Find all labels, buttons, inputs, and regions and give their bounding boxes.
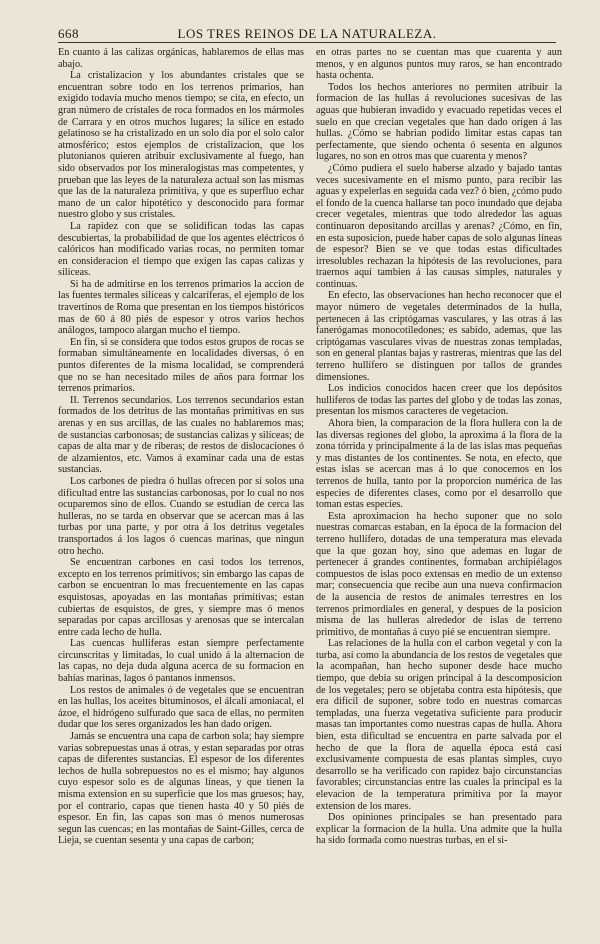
paragraph: Si ha de admitirse en los terrenos primarios la accion de las fuentes termales silíceas y calcaríferas, el ejemplo de los travertinos de Roma que presentan en los tiempos históricos mas de 60 á 80 piés de espesor y otros varios hechos análogos, tampoco alargan mucho el tiempo. [58, 278, 304, 337]
left-column [58, 47, 304, 886]
paragraph: En cuanto á las calizas orgánicas, hablaremos de ellas mas abajo. [58, 47, 304, 70]
text-columns [58, 47, 562, 886]
running-title: LOS TRES REINOS DE LA NATURALEZA. [177, 26, 437, 41]
page-header [58, 26, 556, 43]
paragraph: Esta aproximacion ha hecho suponer que no solo nuestras comarcas estaban, en la época de la formacion del terreno hullífero, dotadas de una temperatura mas elevada que la que gozan hoy, sino que ademas en lugar de pertenecer á grandes continentes, formaban archipiélagos compuestos de islas poco extensas en medio de un extenso mar; consecuencia que recibe aun una nueva confirmacion de la ausencia de restos de animales terrestres en los terrenos primordiales en general, y despues de la posicion misma de las hulleras alrededor de islas de terreno primitivo, de montañas á cuyo pié se encuentran siempre. [316, 510, 562, 638]
paragraph: Los carbones de piedra ó hullas ofrecen por sí solos una dificultad entre las sustancias carbonosas, por lo cual no nos ocuparemos sino de ellos. Cuando se estudian de cerca las hulleras, no se tarda en observar que se acercan mas á las turbas por una parte, y por otra á los detritus vegetales transportados á los lagos ó cuencas marinas, que ningun otro hecho. [58, 475, 304, 557]
paragraph: Jamás se encuentra una capa de carbon sola; hay siempre varias sobrepuestas unas á otras, y estan separadas por otras capas de diferentes sustancias. El espesor de los diferentes lechos de hulla sobrepuestos no es el mismo; hay algunos cuyo espesor solo es de algunas líneas, y que tienen la misma extension en su superficie que los mas gruesos; hay, por el contrario, capas que tienen hasta 40 y 50 piés de espesor. En fin, las capas son mas ó menos numerosas segun las cuencas; en las montañas de Saint-Gilles, cerca de Lieja, se cuentan sesenta y una capas de carbon; [58, 731, 304, 847]
paragraph: Los restos de animales ó de vegetales que se encuentran en las hullas, los aceites bituminosos, el álcali amoniacal, el ázoe, el hidrógeno sulfurado que saca de ellas, no permiten dudar que los seres organizados les han dado origen. [58, 684, 304, 731]
right-column [316, 47, 562, 886]
paragraph: Todos los hechos anteriores no permiten atribuir la formacion de las hullas á revoluciones sucesivas de las aguas que hubieran invadido y evacuado repetidas veces el suelo en que crecian vegetales que han dado orígen á las hullas. ¿Cómo se habrian podido limitar estas capas tan perfectamente, que siendo ochenta ó sesenta en algunos lugares, no son en otros mas que cuarenta y menos? [316, 81, 562, 163]
paragraph: ¿Cómo pudiera el suelo haberse alzado y bajado tantas veces sucesivamente en el mismo punto, para recibir las aguas y expelerlas en seguida cada vez? ó bien, ¿cómo pudo el fondo de la cuenca hallarse tan poco inundado que dejaba crecer vegetales, mientras que todo alrededor las aguas continuaron depositando arcillas y arenas? ¿Cómo, en fin, en esta suposicion, puede haber capas de solo algunas líneas de espesor? Bien se ve que todas estas dificultades irresolubles rechazan la hipótesis de las revoluciones, para traernos aquí tambien á las causas simples, naturales y continuas. [316, 162, 562, 290]
paragraph: La cristalizacion y los abundantes cristales que se encuentran sobre todo en los terrenos primarios, han exigido todavía mucho menos tiempo; se cita, en efecto, un gran número de cristales de roca formados en los mármoles de Carrara y en otros muchos lugares; la sílice en estado gelatinoso se ha cristalizado en un solo dia por el solo calor atmosférico; estos ejemplos de cristalizacion, que los plutonianos quieren atribuir exclusivamente al fuego, han sido observados por los mineralogistas mas competentes, y prueban que las leyes de la naturaleza actual son las mismas que las de la naturaleza primitiva, y que es superfluo echar mano de un calor hipotético y desconocido para formar nuestro globo y sus cristales. [58, 70, 304, 221]
paragraph: en otras partes no se cuentan mas que cuarenta y aun menos, y en algunos puntos muy raros, se han encontrado hasta ochenta. [316, 47, 562, 82]
paragraph: En fin, si se considera que todos estos grupos de rocas se formaban simultáneamente en localidades diversas, ó en puntos diferentes de la misma localidad, se comprenderá que no se han necesitado miles de años para formar los terrenos primarios. [58, 336, 304, 395]
paragraph: Las relaciones de la hulla con el carbon vegetal y con la turba, así como la abundancia de los restos de vegetales que la acompañan, han hecho suponer desde hace mucho tiempo, que debia su orígen principal á la descomposicion de los vegetales; pero se objetaba contra esta hipótesis, que era difícil de suponer, sobre todo en nuestras comarcas templadas, una fuerza vegetativa suficiente para producir masas tan importantes como nuestras capas de hulla. Ahora bien, esta dificultad se encuentra en parte salvada por el hecho de que la flora de aquella época está casi exclusivamente compuesta de esas plantas simples, cuyo desarrollo se ha verificado con rapidez bajo circunstancias favorables; circunstancias entre las cuales la principal es la elevacion de la temperatura primitiva por la mayor extension de los mares. [316, 638, 562, 812]
paragraph: Dos opiniones principales se han presentado para explicar la formacion de la hulla. Una admite que la hulla ha sido formada como nuestras turbas, en el si- [316, 812, 562, 847]
paragraph: En efecto, las observaciones han hecho reconocer que el mayor número de vegetales determinados de la hulla, pertenecen á las criptógamas vasculares, y las otras á las fanerógamas monocotiledones; es sabido, ademas, que las criptógamas vasculares vivas de nuestras zonas templadas, son en general plantas bajas y rastreras, mientras que las del terreno hullífero se distinguen por tallos de grandes dimensiones. [316, 290, 562, 383]
page-number: 668 [58, 26, 79, 41]
paragraph: Se encuentran carbones en casi todos los terrenos, excepto en los terrenos primitivos; sin embargo las capas de carbon se encuentran lo mas frecuentemente en las capas esquistosas, apoyadas en las montañas primitivas; estan cubiertas de esquistos, de gres, y siempre mas ó menos separadas por capas arcillosas y arenosas que se intercalan entre cada lecho de hulla. [58, 557, 304, 638]
paragraph: La rapidez con que se solidifican todas las capas descubiertas, la probabilidad de que los agentes eléctricos ó calóricos han modificado varias rocas, no permiten tomar en consideracion el tiempo que exigen las capas calizas y silíceas. [58, 220, 304, 279]
paragraph: Ahora bien, la comparacion de la flora hullera con la de las diversas regiones del globo, la aproxima á la flora de la zona tórrida y principalmente á la de las islas mas pequeñas y mas distantes de los continentes. Se nota, en efecto, que estas islas se acercan mas á lo que conocemos en los terrenos de hulla, tanto por la proporcion numérica de las especies de diferentes clases, como por el desarrollo que toman estas especies. [316, 418, 562, 511]
paragraph: Las cuencas hulliferas estan siempre perfectamente circunscritas y limitadas, lo cual unido á la alternacion de las capas, no deja duda alguna acerca de su formacion en bahías marinas, lagos ó pantanos inmensos. [58, 638, 304, 685]
paragraph: Los indicios conocidos hacen creer que los depósitos hullíferos de todas las partes del globo y de todas las zonas, presentan los mismos caracteres de vegetacion. [316, 383, 562, 418]
section-paragraph: II. Terrenos secundarios. Los terrenos secundarios estan formados de los detritus de las montañas primitivas en sus arenas y en sus arcillas, de las cuales no hablaremos mas; de sustancias carbonosas; de sustancias calizas y silíceas; de capas de alta mar y de riberas; de restos de dislocaciones ó de alzamientos, etc. Vamos á examinar cada una de estas sustancias. [58, 394, 304, 476]
